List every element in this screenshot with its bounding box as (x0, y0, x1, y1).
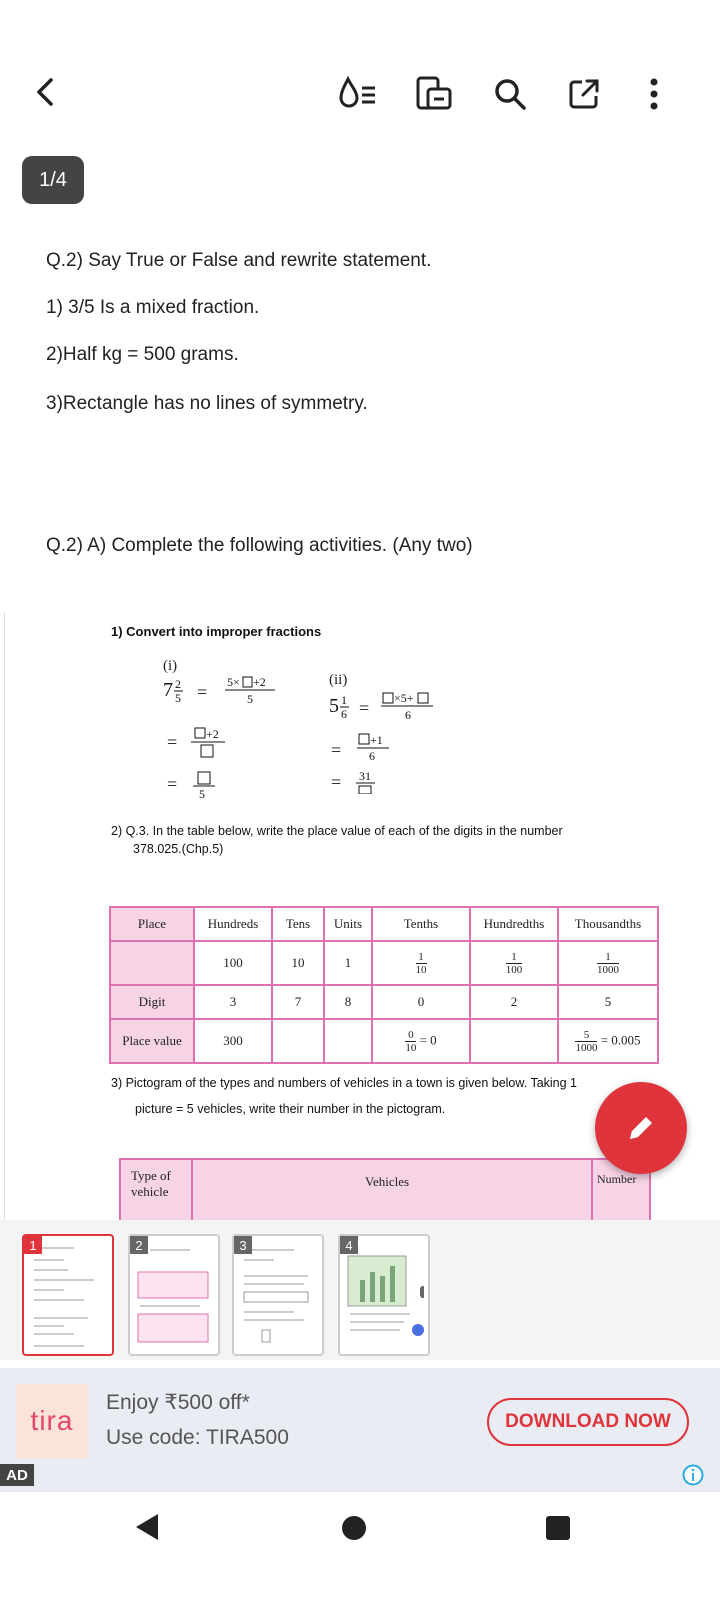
svg-text:5: 5 (329, 695, 339, 717)
back-arrow-icon[interactable] (28, 74, 64, 110)
place-value-table (109, 906, 659, 1064)
table-cell: Hundreds (194, 907, 272, 941)
table-cell: 2 (470, 985, 558, 1019)
thumbnail-page-2[interactable]: 2 (128, 1234, 220, 1356)
svg-text:6: 6 (369, 749, 375, 763)
svg-text:=: = (167, 732, 178, 752)
reading-mode-icon[interactable] (336, 72, 380, 116)
svg-text:=: = (359, 698, 370, 718)
page-layout-icon[interactable] (412, 72, 456, 116)
table-cell: $\frac{1}{10}$ (372, 941, 470, 985)
table-cell: 7 (272, 985, 324, 1019)
svg-text:2: 2 (175, 677, 181, 691)
svg-text:=: = (167, 774, 178, 794)
tira-logo (16, 1384, 88, 1458)
svg-text:5: 5 (175, 691, 181, 705)
download-now-button[interactable]: DOWNLOAD NOW (487, 1398, 689, 1446)
table-cell: 1 (324, 941, 372, 985)
table-cell: Thousandths (558, 907, 658, 941)
nav-back-icon[interactable] (132, 1512, 162, 1547)
part-ii-label: (ii) (329, 672, 348, 688)
table-cell (110, 941, 194, 985)
svg-text:5×: 5× (227, 675, 240, 689)
table-cell: $\frac{1}{1000}$ (558, 941, 658, 985)
pictogram-instruction: picture = 5 vehicles, write their number in the pictogram. (135, 1102, 446, 1116)
ad-offer-text: Enjoy ₹500 off* (106, 1391, 250, 1414)
statement-1: 1) 3/5 Is a mixed fraction. (46, 297, 260, 318)
table-cell: Hundredths (470, 907, 558, 941)
pictogram-table-header (119, 1158, 651, 1220)
mixed-fraction-work-i (155, 674, 295, 798)
svg-text:1: 1 (341, 693, 347, 707)
svg-text:+2: +2 (253, 675, 266, 689)
thumbnail-page-4[interactable]: 4 (338, 1234, 430, 1356)
pictogram-type-header: Type of (131, 1168, 171, 1183)
svg-text:7: 7 (163, 679, 173, 701)
ad-info-icon[interactable] (682, 1464, 704, 1486)
ad-banner[interactable] (0, 1368, 720, 1492)
table-cell: Units (324, 907, 372, 941)
brand-name: tira (30, 1405, 74, 1436)
svg-text:=: = (197, 682, 208, 702)
svg-text:5: 5 (247, 692, 253, 706)
table-cell: Digit (110, 985, 194, 1019)
more-vertical-icon[interactable] (638, 72, 670, 116)
table-cell (324, 1019, 372, 1063)
table-row (110, 1019, 658, 1063)
pictogram-vehicles-header: Vehicles (365, 1174, 410, 1189)
table-row (110, 941, 658, 985)
svg-text:6: 6 (405, 708, 411, 722)
svg-text:31: 31 (359, 769, 371, 783)
table-row (110, 907, 658, 941)
question-title: Q.2) Say True or False and rewrite statement. (46, 250, 432, 271)
page-thumbnails (0, 1220, 720, 1360)
activity-title: Q.2) A) Complete the following activities. (Any two) (46, 535, 473, 556)
mixed-fraction-work-ii (323, 690, 453, 794)
ad-code-text: Use code: TIRA500 (106, 1426, 289, 1449)
nav-home-icon[interactable] (340, 1514, 368, 1547)
place-value-number: 378.025.(Chp.5) (133, 842, 224, 856)
pencil-icon (624, 1111, 658, 1145)
convert-heading: 1) Convert into improper fractions (111, 624, 322, 639)
table-cell: 8 (324, 985, 372, 1019)
svg-text:=: = (331, 740, 342, 760)
thumbnail-page-1[interactable]: 1 (22, 1234, 114, 1356)
statement-2: 2)Half kg = 500 grams. (46, 344, 239, 365)
thumbnail-page-3[interactable]: 3 (232, 1234, 324, 1356)
statement-3: 3)Rectangle has no lines of symmetry. (46, 393, 368, 414)
table-cell: 10 (272, 941, 324, 985)
table-cell: Tenths (372, 907, 470, 941)
table-cell: Place (110, 907, 194, 941)
svg-text:6: 6 (341, 707, 347, 721)
svg-text:×5+: ×5+ (394, 691, 414, 705)
table-cell: $\frac{0}{10}$ = 0 (372, 1019, 470, 1063)
table-cell (470, 1019, 558, 1063)
svg-text:+2: +2 (206, 727, 219, 741)
svg-text:=: = (331, 772, 342, 792)
table-cell: $\frac{1}{100}$ (470, 941, 558, 985)
share-icon[interactable] (562, 72, 606, 116)
svg-text:5: 5 (199, 787, 205, 798)
table-cell (272, 1019, 324, 1063)
table-row (110, 985, 658, 1019)
edit-button[interactable] (595, 1082, 687, 1174)
ad-badge: AD (0, 1464, 34, 1486)
table-cell: Tens (272, 907, 324, 941)
place-value-question: 2) Q.3. In the table below, write the place value of each of the digits in the number (111, 824, 563, 838)
table-cell: 3 (194, 985, 272, 1019)
pictogram-type-header-2: vehicle (131, 1184, 169, 1199)
table-cell: $\frac{5}{1000}$ = 0.005 (558, 1019, 658, 1063)
table-cell: 100 (194, 941, 272, 985)
part-i-label: (i) (163, 658, 178, 674)
pictogram-question: 3) Pictogram of the types and numbers of vehicles in a town is given below. Taking 1 (111, 1076, 577, 1090)
system-navigation-bar (0, 1492, 720, 1600)
table-cell: 0 (372, 985, 470, 1019)
pictogram-number-header: Number (597, 1172, 637, 1186)
nav-recents-icon[interactable] (544, 1514, 572, 1547)
svg-text:+1: +1 (370, 733, 383, 747)
search-icon[interactable] (488, 72, 532, 116)
table-cell: Place value (110, 1019, 194, 1063)
page-indicator: 1/4 (22, 156, 84, 204)
table-cell: 5 (558, 985, 658, 1019)
table-cell: 300 (194, 1019, 272, 1063)
